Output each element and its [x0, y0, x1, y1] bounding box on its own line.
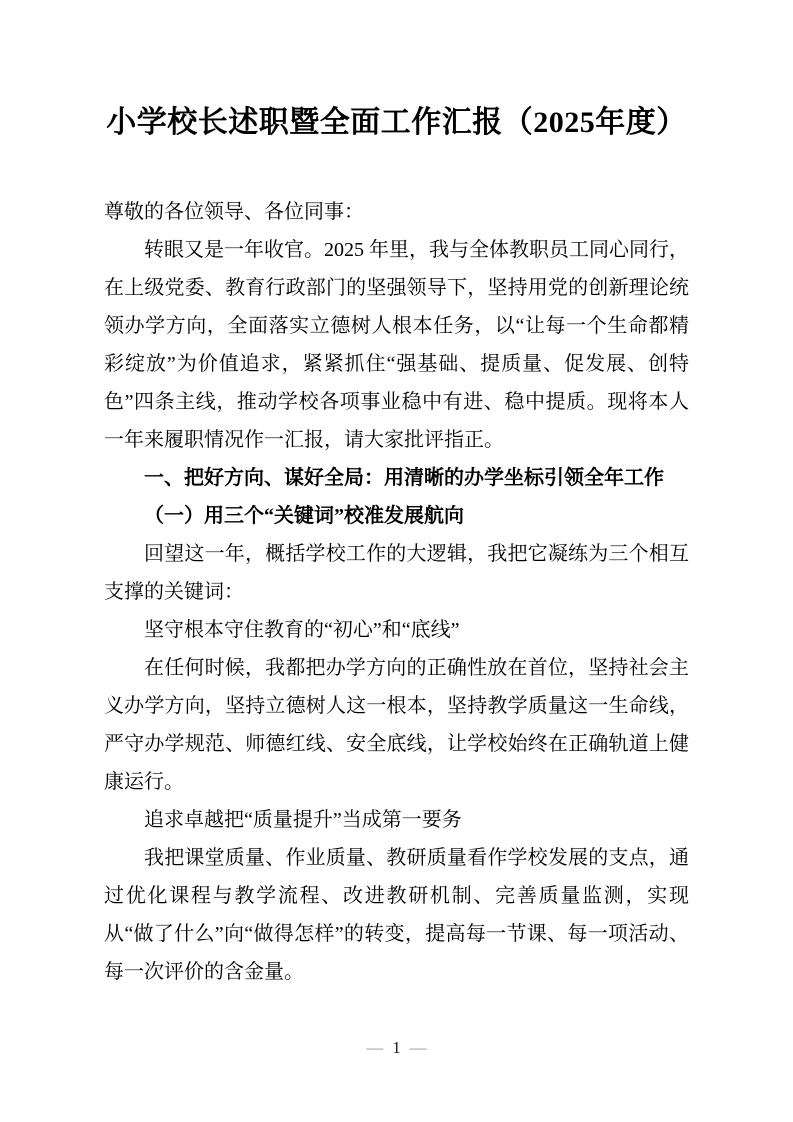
keyword-line-2: 追求卓越把“质量提升”当成第一要务 [144, 809, 462, 831]
page-number-dash-right: — [409, 1038, 427, 1057]
document-content [104, 0, 689, 991]
section-heading-1: 一、把好方向、谋好全局：用清晰的办学坐标引领全年工作 [144, 467, 664, 489]
page-number: 1 [392, 1038, 401, 1057]
document-body [104, 193, 689, 991]
subsection-heading-1-1: （一）用三个“关键词”校准发展航向 [144, 505, 464, 527]
keyword-line-1: 坚守根本守住教育的“初心”和“底线” [144, 619, 460, 641]
page-number-dash-left: — [366, 1038, 384, 1057]
page-footer [0, 1033, 793, 1063]
keyword-paragraph-1: 在任何时候，我都把办学方向的正确性放在首位，坚持社会主义办学方向，坚持立德树人这一根本，坚持教学质量这一生命线，严守办学规范、师德红线、安全底线，让学校始终在正确轨道上健康运行。 [104, 657, 689, 793]
keywords-intro-paragraph: 回望这一年，概括学校工作的大逻辑，我把它凝练为三个相互支撑的关键词： [104, 543, 689, 603]
document-title: 小学校长述职暨全面工作汇报（2025年度） [106, 106, 687, 139]
intro-paragraph: 转眼又是一年收官。2025 年里，我与全体教职员工同心同行，在上级党委、教育行政部门的坚强领导下，坚持用党的创新理论统领办学方向，全面落实立德树人根本任务，以“让每一个生命都精彩绽放”为价值追求，紧紧抓住“强基础、提质量、促发展、创特色”四条主线，推动学校各项事业稳中有进、稳中提质。现将本人一年来履职情况作一汇报，请大家批评指正。 [104, 239, 689, 451]
salutation: 尊敬的各位领导、各位同事： [104, 201, 364, 223]
keyword-paragraph-2: 我把课堂质量、作业质量、教研质量看作学校发展的支点，通过优化课程与教学流程、改进教研机制、完善质量监测，实现从“做了什么”向“做得怎样”的转变，提高每一节课、每一项活动、每一次评价的含金量。 [104, 847, 689, 983]
